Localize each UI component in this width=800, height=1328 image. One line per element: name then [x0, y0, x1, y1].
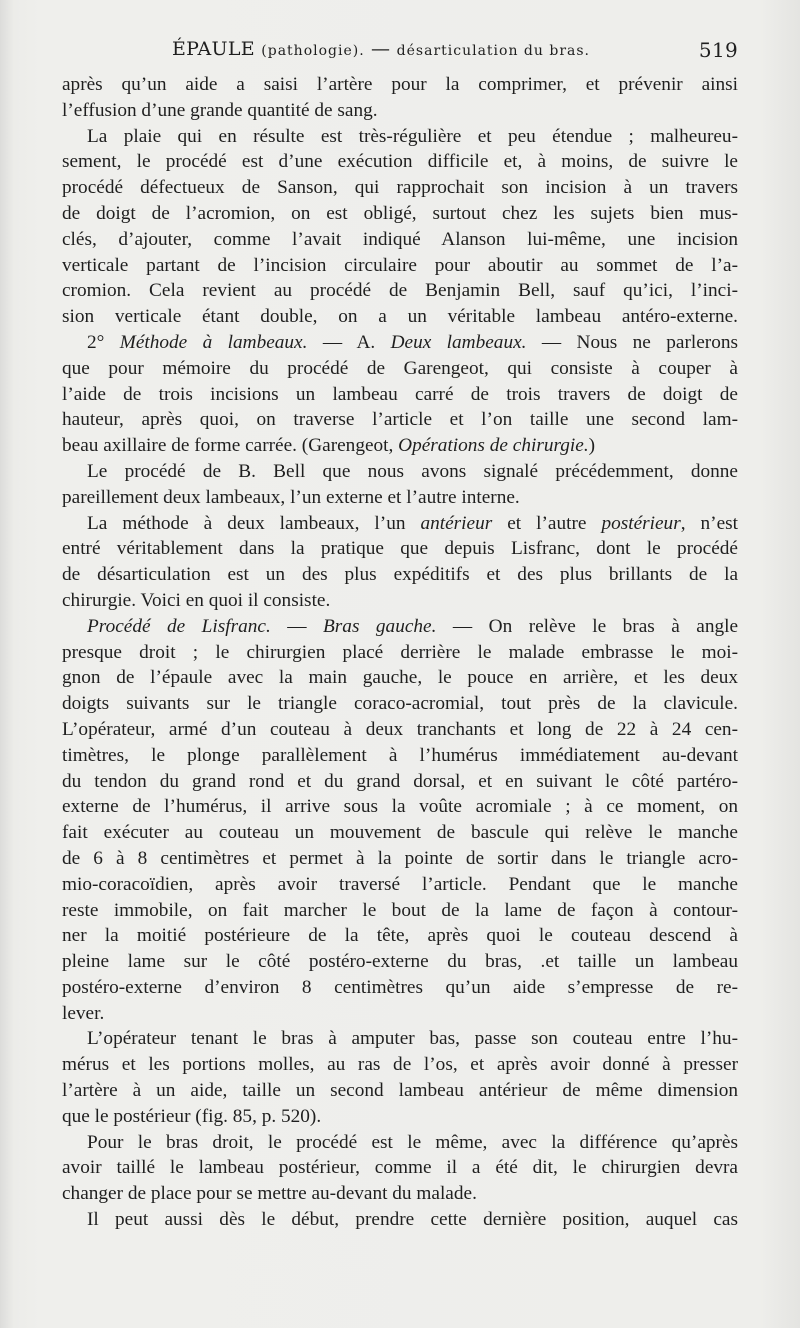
paragraph	[62, 1155, 738, 1207]
text-line: Pour le bras droit, le procédé est le même, avec la différence qu’après	[87, 1131, 738, 1153]
text-line: que pour mémoire du procédé de Garengeot, qui consiste à couper à	[62, 357, 738, 379]
text-line: sion verticale étant double, on a un véritable lambeau antéro-externe.	[62, 306, 738, 328]
paragraph	[62, 1052, 738, 1129]
citation-text: beau axillaire de forme carrée. (Garengeot,	[62, 435, 394, 457]
paragraph	[62, 536, 738, 613]
emphasis-posterior: postérieur	[601, 512, 681, 534]
subheading: Deux lambeaux.	[390, 331, 527, 353]
running-title	[172, 38, 590, 60]
text-line: entré véritablement dans la pratique que depuis Lisfranc, dont le procédé	[62, 538, 738, 560]
text-line: l’artère à un aide, taille un second lambeau antérieur de même dimension	[62, 1080, 738, 1102]
text-line: doigts suivants sur le triangle coraco-acromial, tout près de la clavicule.	[62, 693, 738, 715]
text-line: sement, le procédé est d’une exécution difficile et, à moins, de suivre le	[62, 151, 738, 173]
text-line: L’opérateur tenant le bras à amputer bas, passe son couteau entre l’hu-	[87, 1028, 738, 1050]
text-line: l’effusion d’une grande quantité de sang.	[62, 99, 378, 121]
text-line: mérus et les portions molles, au ras de l’os, et après avoir donné à presser	[62, 1054, 738, 1076]
text-line: reste immobile, on fait marcher le bout de la lame de façon à contour-	[62, 899, 738, 921]
text-line: de 6 à 8 centimètres et permet à la pointe de sortir dans le triangle acro-	[62, 847, 738, 869]
text-line: chirurgie. Voici en quoi il consiste.	[62, 589, 331, 611]
procedure-heading: Procédé de Lisfranc.	[87, 615, 271, 637]
paragraph	[62, 72, 738, 124]
text-line: presque droit ; le chirurgien placé derrière le malade embrasse le moi-	[62, 641, 738, 663]
text-run: La méthode à deux lambeaux, l’un	[87, 512, 406, 534]
title-section: désarticulation du bras.	[396, 43, 590, 59]
title-paren: (pathologie).	[261, 43, 365, 59]
body-text	[62, 72, 738, 1233]
text-line: du tendon du grand rond et du grand dorsal, et en suivant le côté partéro-	[62, 770, 738, 792]
text-line: La plaie qui en résulte est très-régulière et peu étendue ; malheureu-	[87, 125, 738, 147]
text-line: cromion. Cela revient au procédé de Benjamin Bell, sauf qu’ici, l’inci-	[62, 280, 738, 302]
text-line: Le procédé de B. Bell que nous avons signalé précédemment, donne	[87, 460, 738, 482]
paragraph	[62, 1130, 738, 1156]
text-line: externe de l’humérus, il arrive sous la voûte acromiale ; à ce moment, on	[62, 796, 738, 818]
heading-separator: — A.	[322, 331, 376, 353]
heading-dash: —	[287, 615, 307, 637]
text-line: ner la moitié postérieure de la tête, après quoi le couteau descend à	[62, 925, 738, 947]
heading-continuation: — Nous ne parlerons	[541, 331, 738, 353]
paragraph	[62, 614, 738, 640]
text-line: clés, d’ajouter, comme l’avait indiqué Alanson lui-même, une incision	[62, 228, 738, 250]
text-line: après qu’un aide a saisi l’artère pour la comprimer, et prévenir ainsi	[62, 74, 738, 95]
title-main: ÉPAULE	[172, 38, 255, 60]
text-line: de doigt de l’acromion, on est obligé, surtout chez les sujets bien mus-	[62, 202, 738, 224]
text-line	[87, 614, 738, 640]
text-line: timètres, le plonge parallèlement à l’humérus immédiatement au-devant	[62, 744, 738, 766]
text-line: pareillement deux lambeaux, l’un externe et l’autre interne.	[62, 486, 520, 508]
text-line: procédé défectueux de Sanson, qui rapprochait son incision à un travers	[62, 177, 738, 199]
arm-heading: Bras gauche.	[323, 615, 437, 637]
text-line: Il peut aussi dès le début, prendre cette dernière position, auquel cas	[87, 1209, 738, 1231]
paragraph	[62, 1207, 738, 1233]
paragraph	[62, 640, 738, 1027]
text-run: et l’autre	[507, 512, 587, 534]
text-line: que le postérieur (fig. 85, p. 520).	[62, 1105, 322, 1127]
text-line: hauteur, après quoi, on traverse l’article et l’on taille une second lam-	[62, 409, 738, 431]
running-header	[62, 38, 738, 68]
section-number: 2°	[87, 331, 105, 353]
text-line: L’opérateur, armé d’un couteau à deux tranchants et long de 22 à 24 cen-	[62, 718, 738, 740]
text-run: , n’est	[680, 512, 738, 534]
title-dash: —	[371, 38, 391, 60]
paragraph	[62, 1026, 738, 1052]
text-line	[87, 330, 738, 356]
text-line: pleine lame sur le côté postéro-externe du bras, .et taille un lambeau	[62, 951, 738, 973]
page-number: 519	[698, 38, 738, 62]
text-line: lever.	[62, 1002, 105, 1024]
citation-close: )	[588, 435, 596, 457]
text-line: verticale partant de l’incision circulaire pour aboutir au sommet de l’a-	[62, 254, 738, 276]
paragraph	[62, 511, 738, 537]
method-heading: Méthode à lambeaux.	[119, 331, 308, 353]
text-line: l’aide de trois incisions un lambeau carré de trois travers de doigt de	[62, 383, 738, 405]
paragraph	[62, 356, 738, 459]
paragraph	[62, 124, 738, 150]
text-line: gnon de l’épaule avec la main gauche, le pouce en arrière, et les deux	[62, 667, 738, 689]
heading-continuation: — On relève le bras à angle	[452, 615, 739, 637]
text-line: avoir taillé le lambeau postérieur, comme il a été dit, le chirurgien devra	[62, 1157, 738, 1179]
emphasis-anterior: antérieur	[420, 512, 493, 534]
paragraph	[62, 330, 738, 356]
citation-title: Opérations de chirurgie.	[398, 435, 589, 457]
text-line: postéro-externe d’environ 8 centimètres qu’un aide s’empresse de re-	[62, 976, 738, 998]
text-line	[87, 511, 738, 537]
text-line: de désarticulation est un des plus expéditifs et des plus brillants de la	[62, 564, 738, 586]
paragraph	[62, 485, 738, 511]
text-line	[62, 433, 738, 459]
paragraph	[62, 149, 738, 330]
paragraph	[62, 459, 738, 485]
text-line: fait exécuter au couteau un mouvement de bascule qui relève le manche	[62, 822, 738, 844]
text-line: changer de place pour se mettre au-devant du malade.	[62, 1183, 477, 1205]
text-line: mio-coracoïdien, après avoir traversé l’article. Pendant que le manche	[62, 873, 738, 895]
